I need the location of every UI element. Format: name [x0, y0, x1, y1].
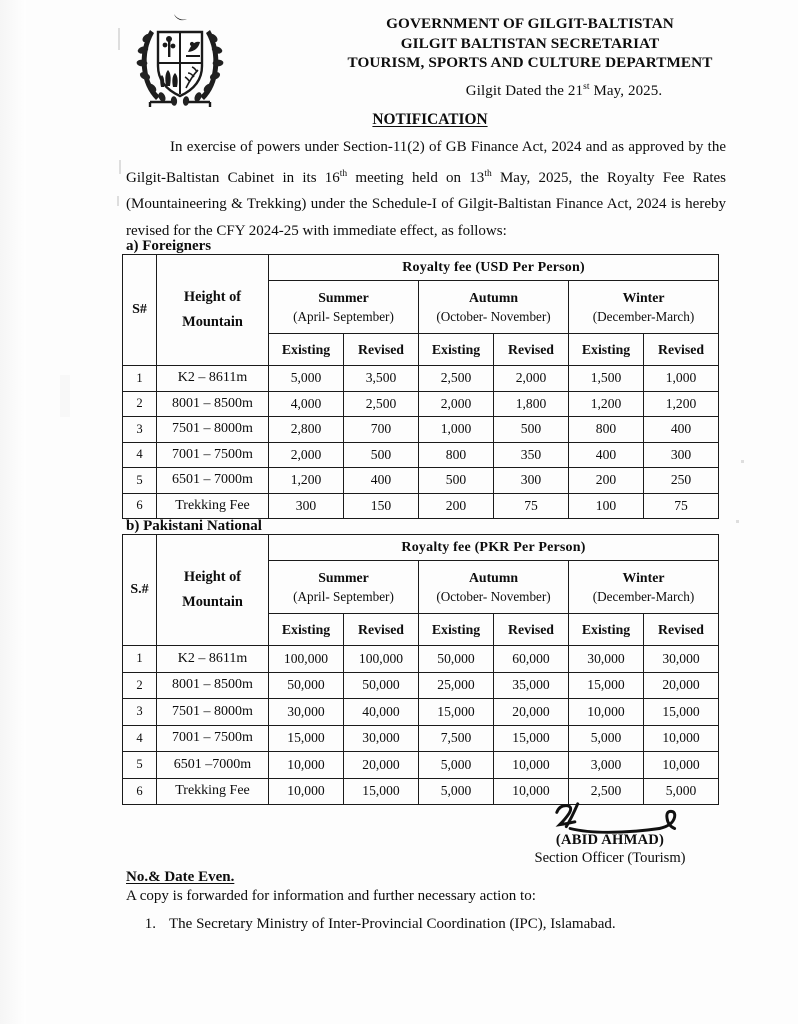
footer-distribution-list — [142, 916, 742, 933]
handwritten-signature-icon — [470, 800, 750, 836]
list-item — [142, 916, 742, 933]
date-prefix: Gilgit Dated the 21 — [465, 83, 584, 99]
cell-winter-existing: 1,500 — [569, 366, 644, 392]
cell-winter-existing: 800 — [569, 417, 644, 443]
table-row — [123, 468, 719, 494]
page-left-edge-shading — [0, 0, 26, 1024]
table-a-subheader: Existing — [569, 334, 644, 366]
row-height: 8001 – 8500m — [157, 672, 269, 699]
table-b-subheader: Revised — [344, 614, 419, 646]
org-line-government: GOVERNMENT OF GILGIT-BALTISTAN — [386, 15, 674, 32]
cell-winter-existing: 200 — [569, 468, 644, 494]
cell-summer-revised: 30,000 — [344, 725, 419, 752]
pakistani-national-fee-table — [122, 534, 719, 805]
season-name: Winter — [622, 570, 665, 585]
season-name: Summer — [318, 570, 369, 585]
cell-summer-existing: 4,000 — [269, 391, 344, 417]
cell-autumn-revised: 10,000 — [494, 778, 569, 805]
season-range: (December-March) — [592, 309, 695, 324]
table-b-subheader: Existing — [269, 614, 344, 646]
season-name: Winter — [622, 290, 665, 305]
cell-summer-existing: 50,000 — [269, 672, 344, 699]
cell-summer-existing: 100,000 — [269, 646, 344, 673]
cell-winter-existing: 30,000 — [569, 646, 644, 673]
table-row — [123, 366, 719, 392]
table-b-season-summer — [269, 561, 419, 614]
document-date — [380, 82, 748, 100]
row-serial: 2 — [123, 672, 157, 699]
table-row — [123, 699, 719, 726]
table-b-height-header — [157, 535, 269, 646]
cell-autumn-revised: 300 — [494, 468, 569, 494]
row-height: 6501 –7000m — [157, 752, 269, 779]
row-height: Trekking Fee — [157, 493, 269, 519]
cell-autumn-existing: 15,000 — [419, 699, 494, 726]
cell-winter-revised: 5,000 — [644, 778, 719, 805]
table-b-subheader: Revised — [644, 614, 719, 646]
table-a-subheader: Revised — [644, 334, 719, 366]
cell-winter-revised: 1,000 — [644, 366, 719, 392]
season-range: (December-March) — [592, 589, 695, 604]
table-a-body — [123, 366, 719, 519]
cell-autumn-existing: 2,500 — [419, 366, 494, 392]
cell-winter-existing: 10,000 — [569, 699, 644, 726]
cell-winter-existing: 15,000 — [569, 672, 644, 699]
org-line-department: TOURISM, SPORTS AND CULTURE DEPARTMENT — [347, 54, 713, 71]
table-a-sn-header: S# — [123, 255, 157, 366]
row-height: 7001 – 7500m — [157, 442, 269, 468]
season-range: (April- September) — [293, 589, 394, 604]
cell-winter-revised: 15,000 — [644, 699, 719, 726]
row-serial: 6 — [123, 778, 157, 805]
cell-autumn-existing: 25,000 — [419, 672, 494, 699]
row-serial: 4 — [123, 725, 157, 752]
season-range: (October- November) — [436, 589, 551, 604]
cell-summer-revised: 15,000 — [344, 778, 419, 805]
cell-autumn-revised: 350 — [494, 442, 569, 468]
org-line-secretariat: GILGIT BALTISTAN SECRETARIAT — [400, 34, 660, 52]
cell-winter-existing: 2,500 — [569, 778, 644, 805]
cell-winter-revised: 250 — [644, 468, 719, 494]
cell-summer-existing: 30,000 — [269, 699, 344, 726]
height-header-line-1: Height of — [183, 289, 242, 305]
cell-summer-existing: 5,000 — [269, 366, 344, 392]
table-b-season-autumn — [419, 561, 569, 614]
organization-title — [300, 14, 760, 73]
season-name: Autumn — [468, 290, 519, 305]
row-height: K2 – 8611m — [157, 366, 269, 392]
cell-autumn-revised: 75 — [494, 493, 569, 519]
cell-autumn-existing: 1,000 — [419, 417, 494, 443]
row-height: Trekking Fee — [157, 778, 269, 805]
row-serial: 1 — [123, 646, 157, 673]
row-serial: 2 — [123, 391, 157, 417]
cell-autumn-existing: 7,500 — [419, 725, 494, 752]
cell-summer-existing: 2,000 — [269, 442, 344, 468]
body-text-part-2: meeting held on 13 — [347, 169, 485, 186]
row-serial: 3 — [123, 699, 157, 726]
cell-autumn-existing: 200 — [419, 493, 494, 519]
row-serial: 1 — [123, 366, 157, 392]
scan-artifact — [736, 520, 739, 523]
cell-summer-existing: 1,200 — [269, 468, 344, 494]
season-range: (October- November) — [436, 309, 551, 324]
height-header-line-2: Mountain — [182, 594, 243, 610]
cell-summer-existing: 15,000 — [269, 725, 344, 752]
table-row — [123, 493, 719, 519]
section-b-caption: b) Pakistani National — [126, 518, 262, 534]
cell-autumn-revised: 1,800 — [494, 391, 569, 417]
signatory-designation: Section Officer (Tourism) — [534, 850, 686, 866]
cell-autumn-existing: 50,000 — [419, 646, 494, 673]
row-serial: 4 — [123, 442, 157, 468]
cell-autumn-existing: 800 — [419, 442, 494, 468]
table-b-season-winter — [569, 561, 719, 614]
cell-summer-existing: 10,000 — [269, 778, 344, 805]
table-a-subheader: Existing — [419, 334, 494, 366]
table-a-season-autumn — [419, 281, 569, 334]
date-ordinal-suffix: st — [583, 82, 590, 92]
row-serial: 5 — [123, 468, 157, 494]
cell-autumn-revised: 15,000 — [494, 725, 569, 752]
body-text-part-1: In exercise of powers under Section-11(2) of GB Finance Act, 2024 and as approved by the Gilgit-Baltistan Cabinet in its 16 — [126, 139, 726, 186]
cell-summer-revised: 500 — [344, 442, 419, 468]
table-a-royalty-header: Royalty fee (USD Per Person) — [269, 255, 719, 281]
pakistan-state-emblem-icon — [128, 8, 232, 108]
table-row — [123, 646, 719, 673]
table-b-sn-header: S.# — [123, 535, 157, 646]
cell-summer-revised: 700 — [344, 417, 419, 443]
body-text-part-3: May, 2025, the Royalty Fee Rates (Mountaineering & Trekking) under the Schedule-I of Gilgit-Baltistan Finance Act, 2024 is hereby revised for the CFY 2024-25 with immediate effect, as follows: — [126, 169, 726, 239]
scan-artifact — [60, 375, 70, 417]
row-height: 8001 – 8500m — [157, 391, 269, 417]
notification-body-paragraph — [126, 134, 726, 244]
signatory-name: (ABID AHMAD) — [555, 832, 665, 848]
cell-winter-revised: 1,200 — [644, 391, 719, 417]
footer-forward-line: A copy is forwarded for information and further necessary action to: — [126, 888, 536, 904]
cell-autumn-revised: 20,000 — [494, 699, 569, 726]
signature-block — [470, 800, 750, 867]
cell-summer-revised: 20,000 — [344, 752, 419, 779]
footer-reference: No.& Date Even. — [126, 869, 235, 885]
row-height: 7501 – 8000m — [157, 699, 269, 726]
height-header-line-1: Height of — [183, 569, 242, 585]
table-row — [123, 442, 719, 468]
cell-winter-revised: 75 — [644, 493, 719, 519]
cell-autumn-revised: 10,000 — [494, 752, 569, 779]
cell-summer-existing: 10,000 — [269, 752, 344, 779]
date-suffix: May, 2025. — [589, 83, 663, 99]
row-serial: 5 — [123, 752, 157, 779]
body-ordinal-2: th — [484, 168, 492, 179]
row-serial: 6 — [123, 493, 157, 519]
season-name: Autumn — [468, 570, 519, 585]
cell-winter-revised: 400 — [644, 417, 719, 443]
document-header — [0, 6, 798, 106]
table-b-royalty-header: Royalty fee (PKR Per Person) — [269, 535, 719, 561]
table-b-subheader: Existing — [419, 614, 494, 646]
table-a-subheader: Existing — [269, 334, 344, 366]
scan-artifact — [117, 196, 119, 206]
cell-winter-existing: 400 — [569, 442, 644, 468]
cell-winter-revised: 300 — [644, 442, 719, 468]
scan-artifact — [119, 160, 121, 174]
cell-summer-revised: 40,000 — [344, 699, 419, 726]
cell-summer-revised: 3,500 — [344, 366, 419, 392]
scan-artifact — [741, 460, 744, 463]
table-row — [123, 752, 719, 779]
section-a-caption: a) Foreigners — [126, 238, 212, 254]
cell-summer-revised: 400 — [344, 468, 419, 494]
cell-summer-revised: 100,000 — [344, 646, 419, 673]
cell-autumn-revised: 500 — [494, 417, 569, 443]
cell-winter-revised: 30,000 — [644, 646, 719, 673]
table-b-subheader: Revised — [494, 614, 569, 646]
cell-winter-existing: 3,000 — [569, 752, 644, 779]
cell-summer-existing: 300 — [269, 493, 344, 519]
row-height: 6501 – 7000m — [157, 468, 269, 494]
season-range: (April- September) — [293, 309, 394, 324]
table-row — [123, 672, 719, 699]
cell-winter-revised: 10,000 — [644, 725, 719, 752]
row-height: K2 – 8611m — [157, 646, 269, 673]
table-a-subheader: Revised — [344, 334, 419, 366]
table-a-subheader: Revised — [494, 334, 569, 366]
cell-autumn-revised: 2,000 — [494, 366, 569, 392]
cell-winter-revised: 10,000 — [644, 752, 719, 779]
cell-autumn-existing: 2,000 — [419, 391, 494, 417]
table-a-season-summer — [269, 281, 419, 334]
cell-summer-revised: 2,500 — [344, 391, 419, 417]
table-b-subheader: Existing — [569, 614, 644, 646]
list-item-number: 1. — [144, 916, 156, 932]
season-name: Summer — [318, 290, 369, 305]
table-a-season-winter — [569, 281, 719, 334]
table-a-height-header — [157, 255, 269, 366]
cell-winter-existing: 100 — [569, 493, 644, 519]
foreigners-fee-table — [122, 254, 719, 519]
cell-summer-revised: 150 — [344, 493, 419, 519]
cell-autumn-revised: 35,000 — [494, 672, 569, 699]
body-ordinal-1: th — [339, 168, 348, 179]
cell-summer-existing: 2,800 — [269, 417, 344, 443]
row-serial: 3 — [123, 417, 157, 443]
row-height: 7001 – 7500m — [157, 725, 269, 752]
list-item-text: The Secretary Ministry of Inter-Provincial Coordination (IPC), Islamabad. — [169, 916, 616, 932]
table-row — [123, 725, 719, 752]
cell-summer-revised: 50,000 — [344, 672, 419, 699]
row-height: 7501 – 8000m — [157, 417, 269, 443]
cell-winter-existing: 1,200 — [569, 391, 644, 417]
cell-autumn-existing: 5,000 — [419, 778, 494, 805]
cell-autumn-existing: 5,000 — [419, 752, 494, 779]
cell-autumn-existing: 500 — [419, 468, 494, 494]
notification-heading: NOTIFICATION — [372, 111, 488, 128]
table-row — [123, 417, 719, 443]
cell-winter-revised: 20,000 — [644, 672, 719, 699]
cell-autumn-revised: 60,000 — [494, 646, 569, 673]
height-header-line-2: Mountain — [182, 314, 243, 330]
table-b-body — [123, 646, 719, 805]
table-row — [123, 391, 719, 417]
cell-winter-existing: 5,000 — [569, 725, 644, 752]
